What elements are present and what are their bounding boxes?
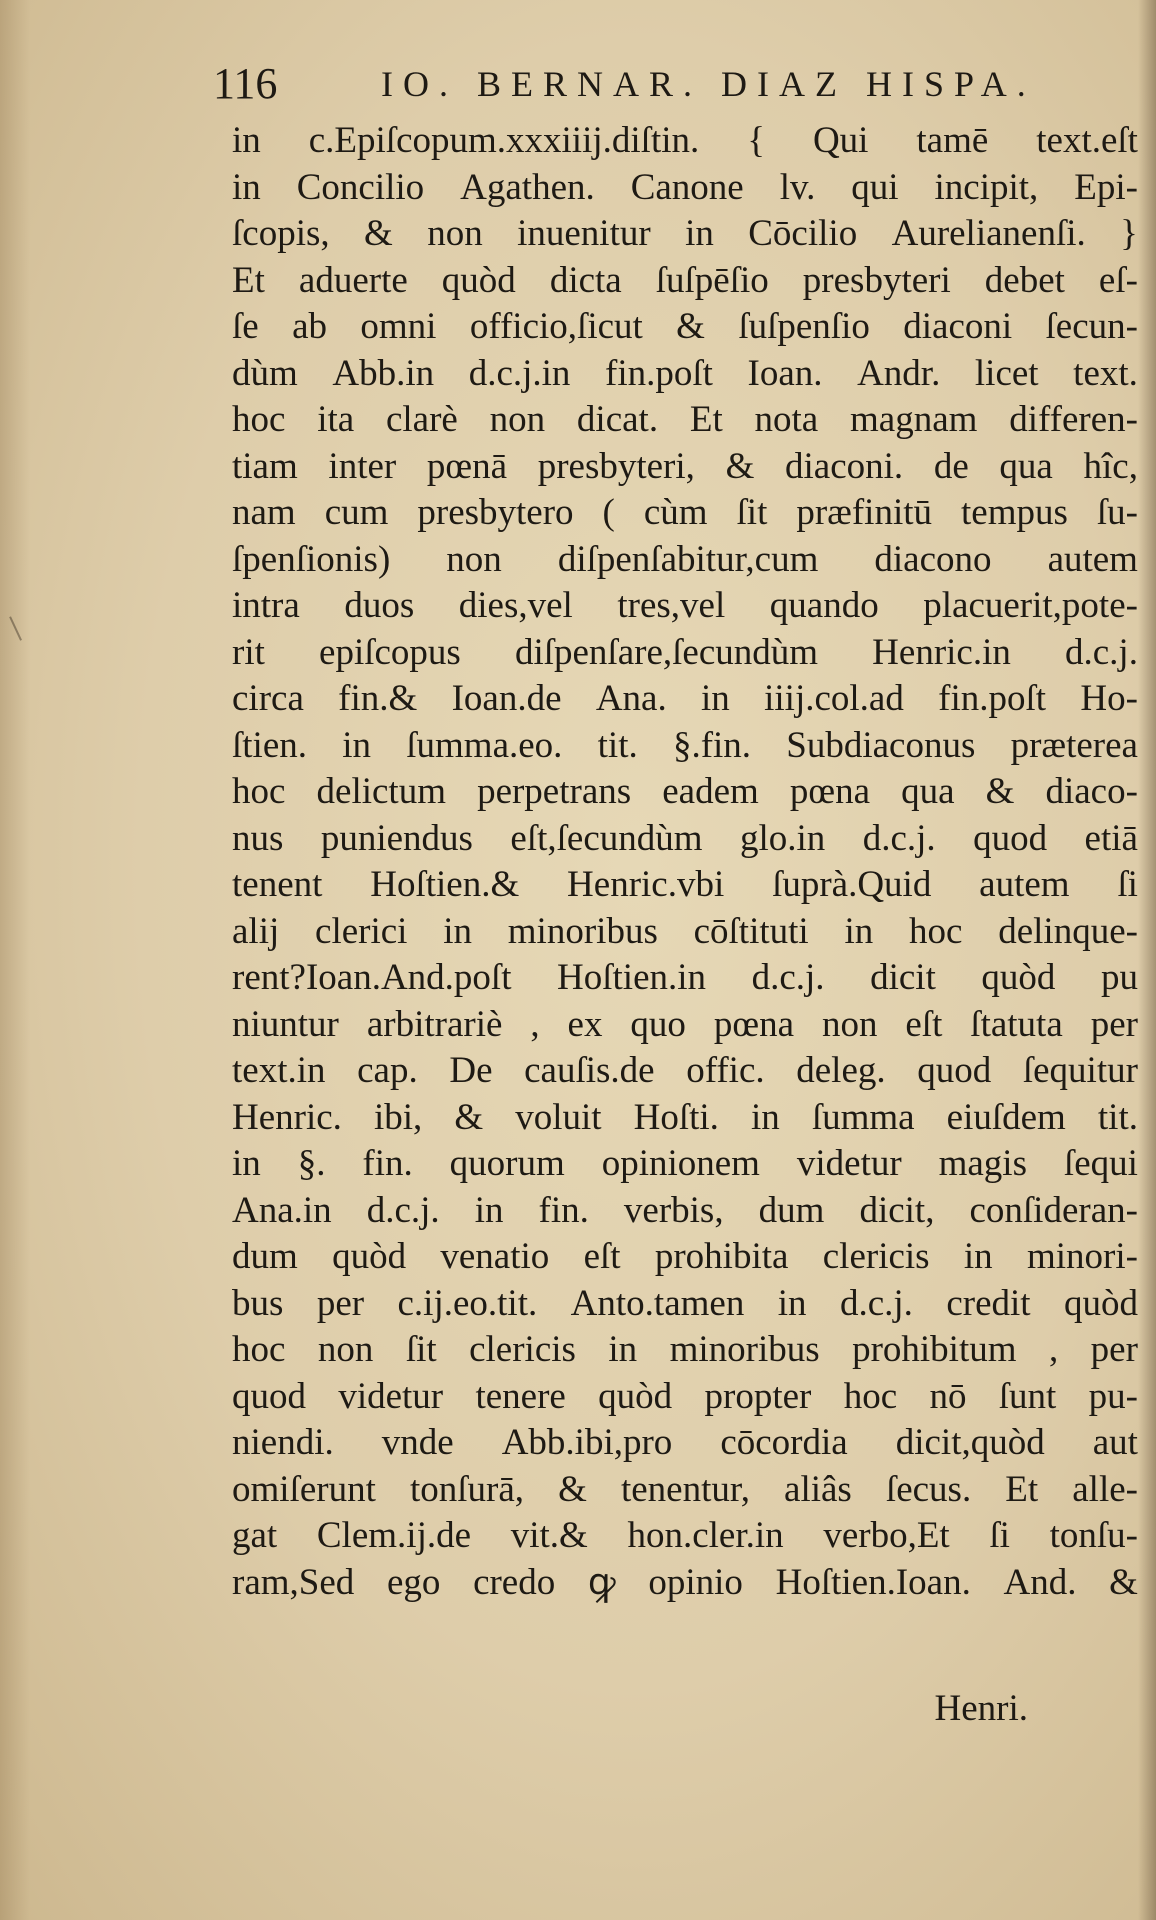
text-line: tenent Hoſtien.& Henric.vbi ſuprà.Quid autem ſi bbox=[232, 864, 1138, 905]
text-line: in Concilio Agathen. Canone lv. qui incipit, Epi- bbox=[232, 166, 1138, 208]
text-line: Ana.in d.c.j. in fin. verbis, dum dicit, conſideran- bbox=[232, 1189, 1138, 1231]
text-line: ram,Sed ego credo ꝙ opinio Hoſtien.Ioan. And. & bbox=[232, 1561, 1138, 1603]
text-line: dùm Abb.in d.c.j.in fin.poſt Ioan. Andr. licet text. bbox=[232, 352, 1138, 394]
text-line: circa fin.& Ioan.de Ana. in iiij.col.ad fin.poſt Ho- bbox=[232, 678, 1138, 719]
page-gutter-shadow bbox=[0, 0, 30, 1920]
text-line: ſtien. in ſumma.eo. tit. §.fin. Subdiaconus præterea bbox=[232, 724, 1138, 766]
text-line: tiam inter pœnā presbyteri, & diaconi. de qua hîc, bbox=[232, 445, 1138, 487]
text-line: bus per c.ij.eo.tit. Anto.tamen in d.c.j. credit quòd bbox=[232, 1282, 1138, 1324]
text-line: omiſerunt tonſurā, & tenentur, aliâs ſecus. Et alle- bbox=[232, 1468, 1138, 1510]
text-line: Et aduerte quòd dicta ſuſpēſio presbyteri debet eſ- bbox=[232, 259, 1138, 301]
text-line: in §. fin. quorum opinionem videtur magis ſequi bbox=[232, 1143, 1138, 1184]
text-line: rit epiſcopus diſpenſare,ſecundùm Henric.in d.c.j. bbox=[232, 631, 1138, 673]
text-line: alij clerici in minoribus cōſtituti in hoc delinque- bbox=[232, 910, 1138, 952]
text-line: niendi. vnde Abb.ibi,pro cōcordia dicit,quòd aut bbox=[232, 1422, 1138, 1463]
page-number: 116 bbox=[213, 59, 278, 108]
text-line: hoc non ſit clericis in minoribus prohibitum , per bbox=[232, 1329, 1138, 1370]
text-line: ſpenſionis) non diſpenſabitur,cum diacono autem bbox=[232, 538, 1138, 580]
text-line: quod videtur tenere quòd propter hoc nō ſunt pu- bbox=[232, 1375, 1138, 1417]
text-line: nus puniendus eſt,ſecundùm glo.in d.c.j. quod etiā bbox=[232, 817, 1138, 859]
text-line: hoc ita clarè non dicat. Et nota magnam differen- bbox=[232, 399, 1138, 440]
running-head: IO. BERNAR. DIAZ HISPA. bbox=[381, 64, 1036, 104]
text-line: text.in cap. De cauſis.de offic. deleg. quod ſequitur bbox=[232, 1050, 1138, 1091]
text-line: intra duos dies,vel tres,vel quando placuerit,pote- bbox=[232, 585, 1138, 626]
text-line: hoc delictum perpetrans eadem pœna qua & diaco- bbox=[232, 771, 1138, 812]
text-line: ſcopis, & non inuenitur in Cōcilio Aurelianenſi. } bbox=[232, 213, 1138, 254]
text-line: nam cum presbytero ( cùm ſit præfinitū tempus ſu- bbox=[232, 492, 1138, 533]
page-edge-shadow bbox=[1138, 0, 1156, 1920]
text-line: dum quòd venatio eſt prohibita clericis in minori- bbox=[232, 1236, 1138, 1277]
text-line: in c.Epiſcopum.xxxiiij.diſtin. { Qui tamē text.eſt bbox=[232, 120, 1138, 161]
text-line: niuntur arbitrariè , ex quo pœna non eſt ſtatuta per bbox=[232, 1003, 1138, 1045]
body-text bbox=[232, 118, 1138, 1606]
catchword: Henri. bbox=[934, 1688, 1028, 1729]
text-line: Henric. ibi, & voluit Hoſti. in ſumma eiuſdem tit. bbox=[232, 1096, 1138, 1138]
text-line: rent?Ioan.And.poſt Hoſtien.in d.c.j. dicit quòd pu bbox=[232, 957, 1138, 998]
text-line: ſe ab omni officio,ſicut & ſuſpenſio diaconi ſecun- bbox=[232, 306, 1138, 347]
page-header bbox=[213, 58, 1036, 110]
text-line: gat Clem.ij.de vit.& hon.cler.in verbo,Et ſi tonſu- bbox=[232, 1515, 1138, 1556]
